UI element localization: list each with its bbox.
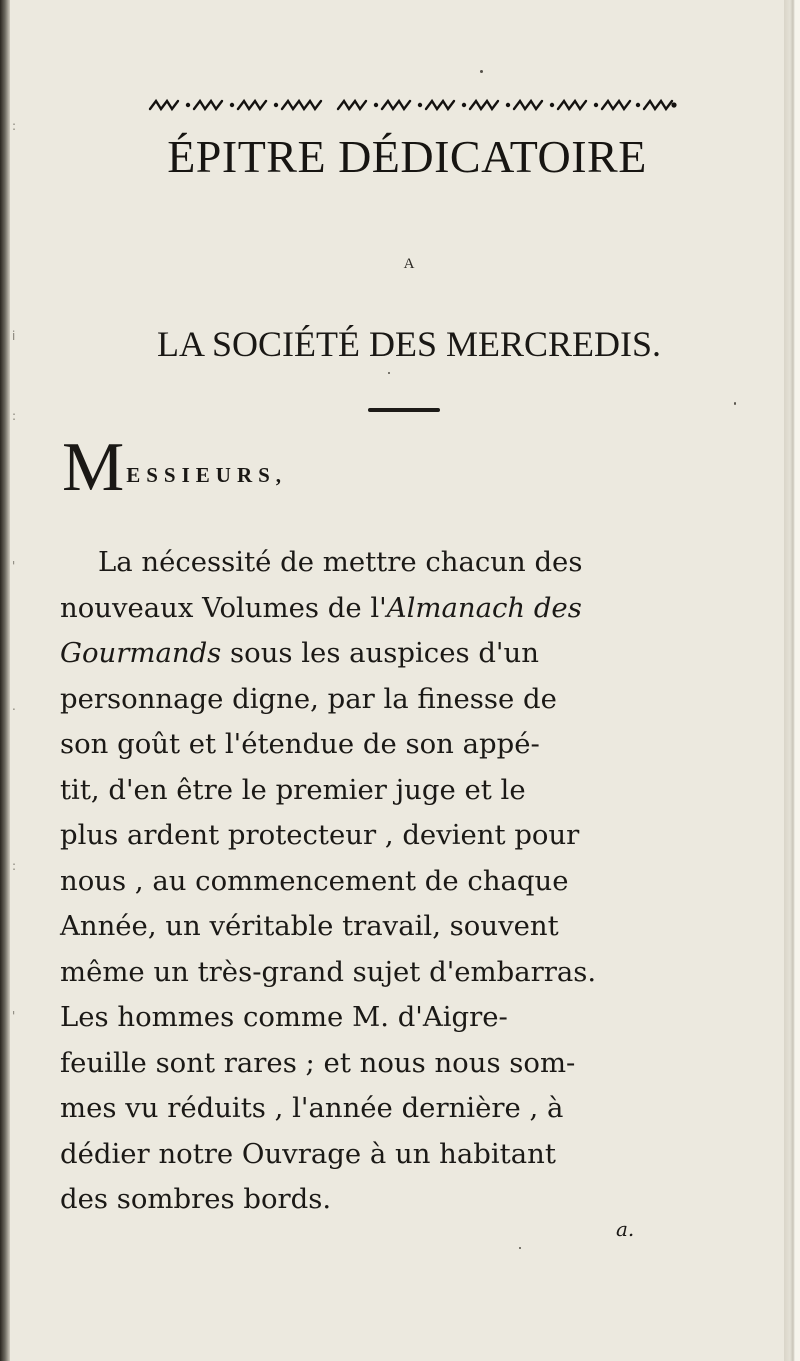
text-fragment: sous les auspices d'un <box>221 637 539 669</box>
book-title-fragment: Almanach des <box>386 591 582 624</box>
bleed-mark: ' <box>12 1009 16 1023</box>
text-line: La nécessité de mettre chacun des <box>98 546 583 578</box>
paper-speck <box>734 402 736 405</box>
text-line: mes vu réduits , l'année dernière , à <box>60 1092 564 1124</box>
bleed-mark: . <box>12 699 16 713</box>
bleed-mark: i <box>12 329 16 343</box>
dedication-preposition: A <box>403 256 415 272</box>
paper-speck <box>519 1247 521 1249</box>
drop-initial: M <box>62 429 125 506</box>
text-line: feuille sont rares ; et nous nous som- <box>60 1046 576 1079</box>
ornament-rule <box>148 96 678 114</box>
text-line: tit, d'en être le premier juge et le <box>60 773 526 806</box>
page-title: ÉPITRE DÉDICATOIRE <box>167 131 647 182</box>
text-line <box>60 586 720 632</box>
paper-speck <box>388 372 390 374</box>
page-signature-mark: a. <box>616 1217 635 1241</box>
salutation <box>62 429 288 506</box>
text-line: Année, un véritable travail, souvent <box>60 910 559 942</box>
bleed-mark: : <box>12 859 17 873</box>
page-edge <box>784 0 800 1361</box>
text-line: Les hommes comme M. d'Aigre- <box>60 1001 508 1033</box>
text-line: personnage digne, par la finesse de <box>60 682 557 715</box>
bleed-mark: ' <box>12 559 16 573</box>
text-line: même un très-grand sujet d'embarras. <box>60 955 597 988</box>
dedication-addressee: LA SOCIÉTÉ DES MERCREDIS. <box>156 324 662 364</box>
text-line <box>60 631 720 677</box>
bleed-mark: : <box>12 409 17 423</box>
text-fragment: nouveaux Volumes de l' <box>60 591 387 624</box>
book-title-fragment: Gourmands <box>60 637 222 669</box>
text-line: dédier notre Ouvrage à un habitant <box>60 1137 556 1170</box>
paper-speck <box>480 70 483 73</box>
text-line: plus ardent protecteur , devient pour <box>60 819 580 851</box>
body-paragraph <box>60 540 720 1223</box>
text-line: nous , au commencement de chaque <box>60 864 569 897</box>
bleed-mark: : <box>12 119 17 133</box>
section-divider <box>368 408 440 412</box>
text-line: son goût et l'étendue de son appé- <box>60 728 540 760</box>
page-gutter <box>0 0 10 1361</box>
text-line: des sombres bords. <box>60 1183 332 1215</box>
salutation-rest: ESSIEURS, <box>126 463 288 487</box>
